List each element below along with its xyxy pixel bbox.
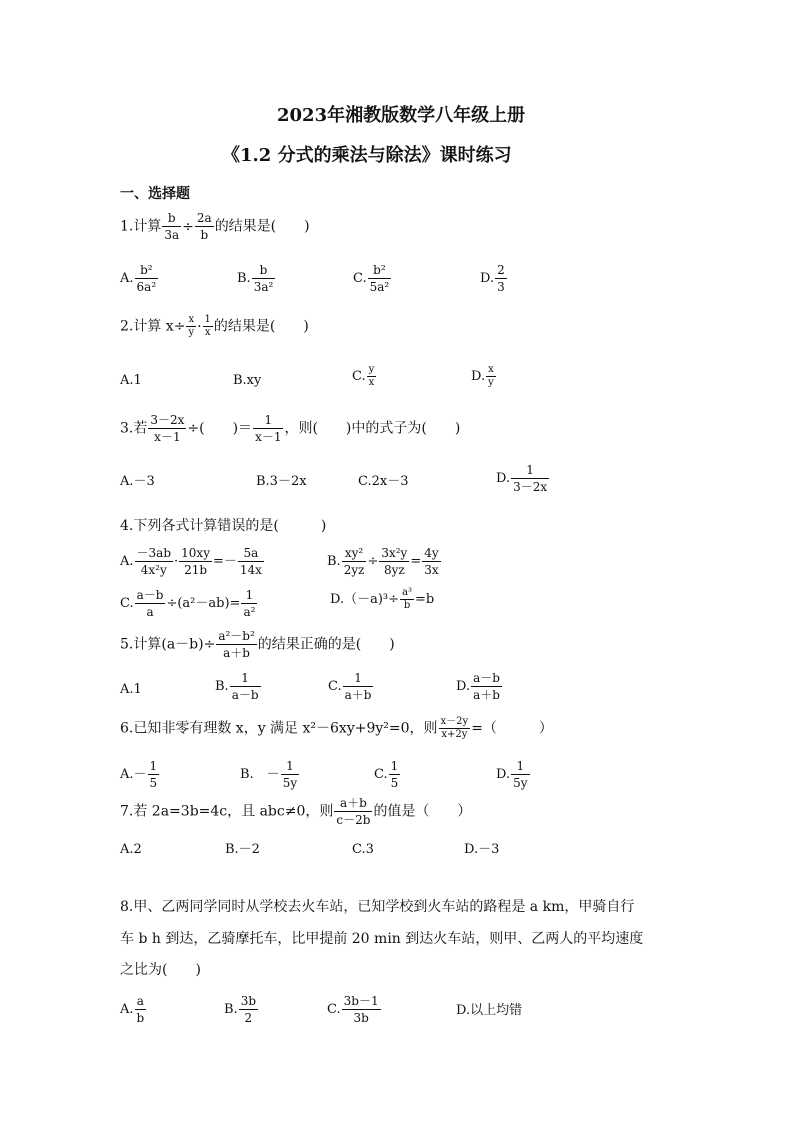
page-title: 2023年湘教版数学八年级上册 bbox=[277, 105, 526, 126]
q1-prefix: 1.计算 bbox=[120, 218, 162, 235]
q7-option-b: B.－2 bbox=[225, 842, 260, 857]
q7-fraction: $\frac{a+b}{c-2b}$ bbox=[336, 796, 371, 827]
q3-option-c: C.2x－3 bbox=[358, 474, 409, 489]
q8-option-b: B. $\frac{3b}{2}$ bbox=[224, 994, 257, 1025]
q2-option-a: A.1 bbox=[120, 373, 142, 388]
q3-fraction-1: $\frac{3-2x}{x-1}$ bbox=[150, 413, 185, 444]
q3-fraction-2: $\frac{1}{x-1}$ bbox=[255, 413, 282, 444]
q5-option-d: D. $\frac{a-b}{a+b}$ bbox=[456, 671, 500, 702]
question-6: 6.已知非零有理数 x，y 满足 x²－6xy+9y²=0，则 $\frac{x-2y}{x+2y}$ =（ ） bbox=[120, 716, 553, 740]
q7-option-d: D.－3 bbox=[464, 842, 500, 857]
question-2: 2.计算 x÷ $\frac{x}{y}$ · $\frac{1}{x}$ 的结果是( ) bbox=[120, 314, 309, 338]
q1-fraction-1: $\frac{b}{3a}$ bbox=[164, 211, 180, 242]
q1-option-c: C. $\frac{\text{b²}}{\text{5a²}}$ bbox=[353, 263, 390, 294]
question-8-line-1: 8.甲、乙两同学同时从学校去火车站，已知学校到火车站的路程是 a km，甲骑自行 bbox=[120, 899, 635, 915]
q1-option-a: A. $\frac{\text{b²}}{\text{6a²}}$ bbox=[120, 263, 157, 294]
q2-option-b: B.xy bbox=[233, 373, 262, 388]
q3-option-d: D. $\frac{1}{3-2x}$ bbox=[496, 463, 548, 494]
q2-option-d: D. $\frac{x}{y}$ bbox=[471, 364, 494, 388]
q5-option-b: B. $\frac{1}{a-b}$ bbox=[215, 671, 259, 702]
q2-fraction-2: $\frac{1}{x}$ bbox=[204, 314, 211, 338]
question-8-line-3: 之比为( ) bbox=[120, 962, 201, 978]
q6-option-d: D. $\frac{1}{5y}$ bbox=[496, 759, 528, 790]
section-heading: 一、选择题 bbox=[120, 186, 190, 202]
q6-option-a: A.－ $\frac{1}{5}$ bbox=[120, 759, 158, 790]
question-1: 1.计算 $\frac{b}{3a}$ ÷ $\frac{2a}{b}$ 的结果是( ) bbox=[120, 211, 310, 242]
q8-option-d: D.以上均错 bbox=[456, 1003, 523, 1018]
q5-option-c: C. $\frac{1}{a+b}$ bbox=[328, 671, 372, 702]
page-subtitle: 《1.2 分式的乘法与除法》课时练习 bbox=[222, 145, 512, 166]
q4-option-b: B. $\frac{\text{xy²}}{2yz}$ ÷ $\frac{\text{3x²y}}{8yz}$ = $\frac{4y}{3x}$ bbox=[327, 546, 439, 577]
question-8-line-2: 车 b h 到达，乙骑摩托车，比甲提前 20 min 到达火车站，则甲、乙两人的平均速度 bbox=[120, 931, 644, 947]
question-3: 3.若 $\frac{3-2x}{x-1}$ ÷( )＝ $\frac{1}{x-1}$ ，则( )中的式子为( ) bbox=[120, 413, 461, 444]
q1-option-d: D. $\frac{2}{3}$ bbox=[480, 263, 505, 294]
q7-option-c: C.3 bbox=[352, 842, 374, 857]
question-4: 4.下列各式计算错误的是( ) bbox=[120, 518, 327, 534]
q5-fraction: $\frac{\text{a²－b²}}{a+b}$ bbox=[218, 629, 255, 660]
q8-option-a: A. $\frac{a}{b}$ bbox=[120, 994, 145, 1025]
q5-option-a: A.1 bbox=[120, 682, 142, 697]
q1-suffix: 的结果是( ) bbox=[214, 218, 310, 235]
q6-fraction: $\frac{x-2y}{x+2y}$ bbox=[440, 716, 469, 740]
question-7: 7.若 2a=3b=4c，且 abc≠0，则 $\frac{a+b}{c-2b}$ 的值是（ ） bbox=[120, 796, 472, 827]
q6-option-b: B. － $\frac{1}{5y}$ bbox=[240, 759, 298, 790]
q2-fraction-1: $\frac{x}{y}$ bbox=[188, 314, 195, 338]
q6-option-c: C. $\frac{1}{5}$ bbox=[374, 759, 399, 790]
q4-option-a: A. $\frac{-3ab}{\text{4x²y}}$ · $\frac{10xy}{21b}$ =－ $\frac{5a}{14x}$ bbox=[120, 546, 262, 577]
q3-option-b: B.3－2x bbox=[256, 474, 307, 489]
q8-option-c: C. $\frac{3b-1}{3b}$ bbox=[327, 994, 379, 1025]
q7-option-a: A.2 bbox=[120, 842, 142, 857]
q1-fraction-2: $\frac{2a}{b}$ bbox=[196, 211, 212, 242]
q3-option-a: A.－3 bbox=[120, 474, 155, 489]
q2-option-c: C. $\frac{y}{x}$ bbox=[352, 364, 375, 388]
q4-option-d: D.（－a)³÷ $\frac{\text{a³}}{b}$ =b bbox=[330, 587, 435, 611]
q1-option-b: B. $\frac{b}{\text{3a²}}$ bbox=[237, 263, 274, 294]
q4-option-c: C. $\frac{a-b}{a}$ ÷(a²－ab)= $\frac{1}{\text{a²}}$ bbox=[120, 588, 256, 619]
question-5: 5.计算(a－b)÷ $\frac{\text{a²－b²}}{a+b}$ 的结果正确的是( ) bbox=[120, 629, 395, 660]
